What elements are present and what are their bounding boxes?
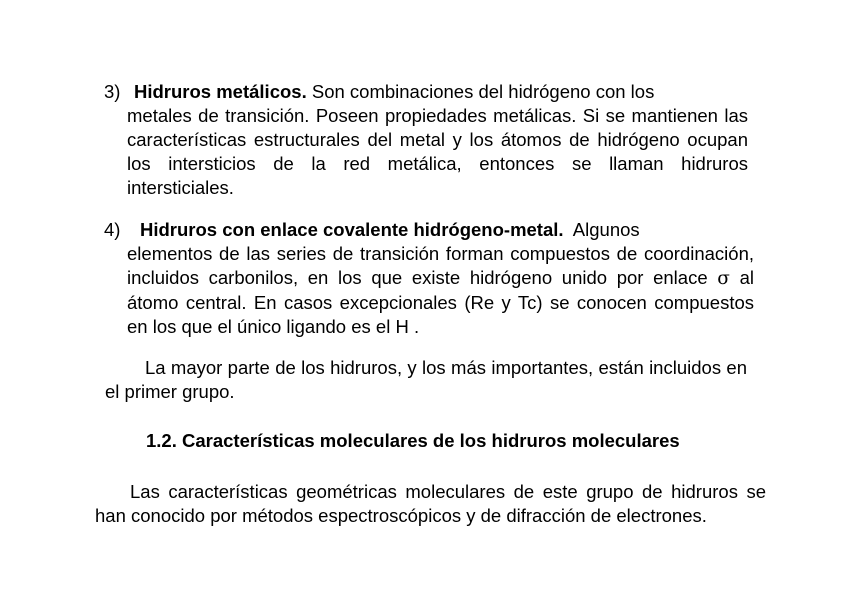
list-item-text: Algunos [563,219,640,240]
list-item-title: Hidruros metálicos. [134,81,307,102]
paragraph-summary: La mayor parte de los hidruros, y los más importantes, están incluidos en el primer grupo. [105,357,747,402]
list-item-covalent-hydrides [104,218,754,339]
list-item-title: Hidruros con enlace covalente hidrógeno-metal. [140,219,564,240]
list-item-text-part: elementos de las series de transición forman compuestos de coordinación, incluidos carbonilos, en los que existe hidrógeno unido por enlace [127,243,754,288]
list-item-metallic-hydrides [104,80,748,200]
list-number: 4) [104,219,121,240]
list-item-body: metales de transición. Poseen propiedades metálicas. Si se mantienen las características estructurales del metal y los átomos de hidrógeno ocupan los intersticios de la red metálica, entonces se llaman hidruros intersticiales. [127,105,748,198]
list-number: 3) [104,81,121,102]
section-heading: 1.2. Características moleculares de los hidruros moleculares [146,430,680,451]
list-item-body [104,242,754,339]
sigma-symbol: σ [717,268,730,289]
list-item-text-part: al átomo central. En casos excepcionales (Re y Tc) se conocen compuestos en los que el único ligando es el H . [127,267,754,337]
list-item-first-line [104,80,748,104]
list-item-text: Son combinaciones del hidrógeno con los [306,81,655,102]
list-item-first-line [104,218,754,242]
paragraph-intro: Las características geométricas moleculares de este grupo de hidruros se han conocido por métodos espectroscópicos y de difracción de electrones. [95,481,766,526]
